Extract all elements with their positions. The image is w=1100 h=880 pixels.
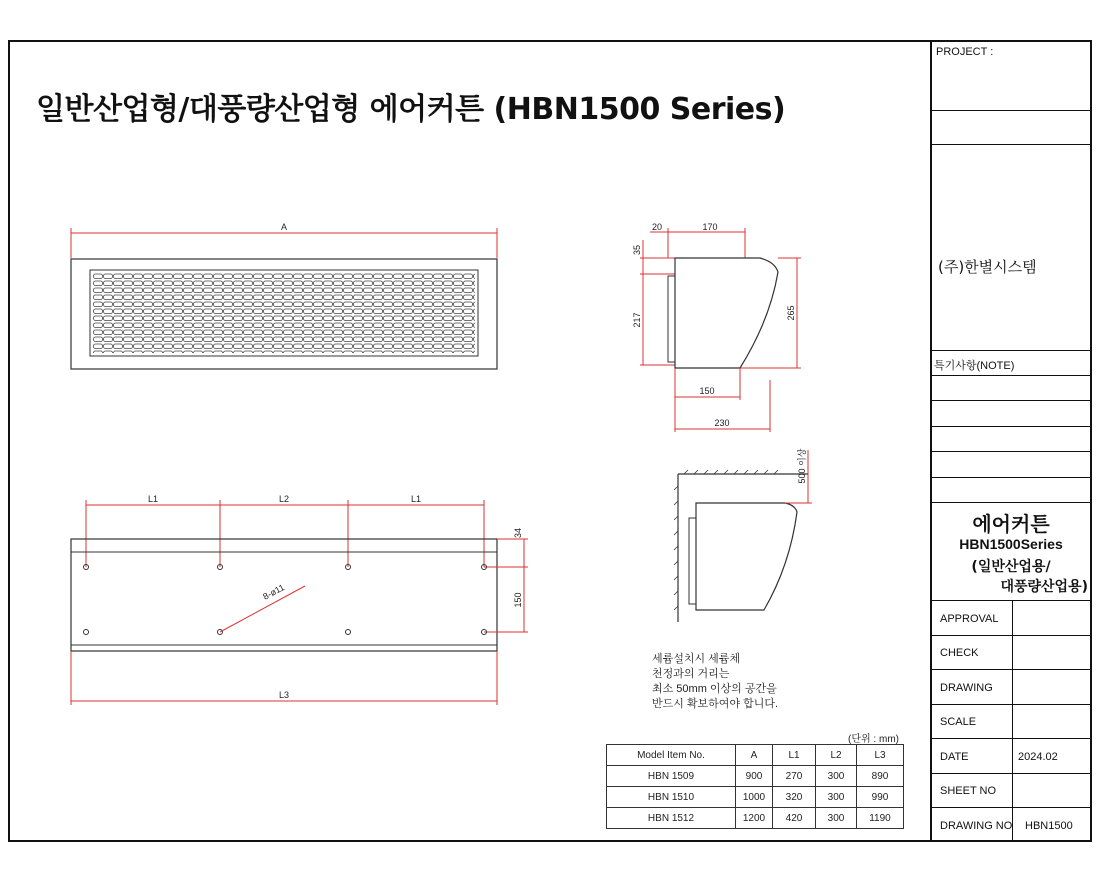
dim-170: 170 xyxy=(702,222,718,232)
cell-A: 1200 xyxy=(736,808,773,829)
cell-A: 1000 xyxy=(736,787,773,808)
table-row xyxy=(607,787,904,808)
dim-217: 217 xyxy=(632,312,642,328)
scale-label: SCALE xyxy=(940,716,977,728)
unit-label: (단위 : mm) xyxy=(848,734,899,745)
cell-model: HBN 1512 xyxy=(607,808,736,829)
note-label: 특기사항(NOTE) xyxy=(934,360,1015,372)
cell-L1: 270 xyxy=(773,766,816,787)
spec-table xyxy=(606,744,904,829)
cell-L3: 990 xyxy=(857,787,904,808)
approval-label: APPROVAL xyxy=(940,613,999,625)
cell-L3: 1190 xyxy=(857,808,904,829)
front-view xyxy=(71,222,497,369)
cell-L1: 320 xyxy=(773,787,816,808)
company-name: (주)한별시스템 xyxy=(938,258,1037,276)
cell-A: 900 xyxy=(736,766,773,787)
header-model: Model Item No. xyxy=(607,745,736,766)
dim-34: 34 xyxy=(513,527,523,539)
header-A: A xyxy=(736,745,773,766)
product-line3: (일반산업용/ xyxy=(971,559,1051,575)
table-row xyxy=(607,766,904,787)
note-line: 최소 50mm 이상의 공간을 xyxy=(652,683,777,695)
install-note xyxy=(652,652,778,712)
dim-L3: L3 xyxy=(278,690,290,700)
cell-L2: 300 xyxy=(816,787,857,808)
grille xyxy=(93,273,475,353)
dim-150: 150 xyxy=(699,386,715,396)
install-view xyxy=(674,448,812,622)
table-header-row xyxy=(607,745,904,766)
drawing-no-value: HBN1500 xyxy=(1025,820,1073,832)
mount-view xyxy=(71,494,528,705)
cell-L3: 890 xyxy=(857,766,904,787)
dim-A: A xyxy=(280,222,288,232)
product-line1: 에어커튼 xyxy=(972,512,1050,536)
dim-35: 35 xyxy=(632,244,642,256)
header-L2: L2 xyxy=(816,745,857,766)
dim-500: 500 이상 xyxy=(797,448,807,484)
product-line4: 대풍량산업용) xyxy=(1000,579,1088,595)
side-view xyxy=(632,222,801,432)
drawing-label: DRAWING xyxy=(940,682,993,694)
dim-265: 265 xyxy=(786,305,796,321)
cell-model: HBN 1510 xyxy=(607,787,736,808)
cell-L1: 420 xyxy=(773,808,816,829)
product-line2: HBN1500Series xyxy=(959,536,1063,552)
drawing-no-label: DRAWING NO xyxy=(940,820,1013,832)
hole-callout: 8-ø11 xyxy=(261,582,287,602)
dim-L1-right: L1 xyxy=(410,494,422,504)
drawing-title: 일반산업형/대풍량산업형 에어커튼 (HBN1500 Series) xyxy=(36,92,786,127)
cell-L2: 300 xyxy=(816,766,857,787)
sheet-no-label: SHEET NO xyxy=(940,785,997,797)
date-value: 2024.02 xyxy=(1018,751,1058,763)
note-line: 반드시 확보하여야 합니다. xyxy=(652,698,779,710)
check-label: CHECK xyxy=(940,647,979,659)
title-block xyxy=(930,40,1092,842)
table-row xyxy=(607,808,904,829)
note-line: 천정과의 거리는 xyxy=(652,668,730,680)
dim-150-mount: 150 xyxy=(513,592,523,608)
header-L3: L3 xyxy=(857,745,904,766)
date-label: DATE xyxy=(940,751,969,763)
dim-20: 20 xyxy=(651,222,663,232)
note-line: 세륨설치시 세륨체 xyxy=(652,653,741,665)
dim-L1-left: L1 xyxy=(147,494,159,504)
cell-model: HBN 1509 xyxy=(607,766,736,787)
header-L1: L1 xyxy=(773,745,816,766)
dim-L2: L2 xyxy=(278,494,290,504)
dim-230: 230 xyxy=(714,418,730,428)
project-label: PROJECT : xyxy=(936,46,994,58)
cell-L2: 300 xyxy=(816,808,857,829)
